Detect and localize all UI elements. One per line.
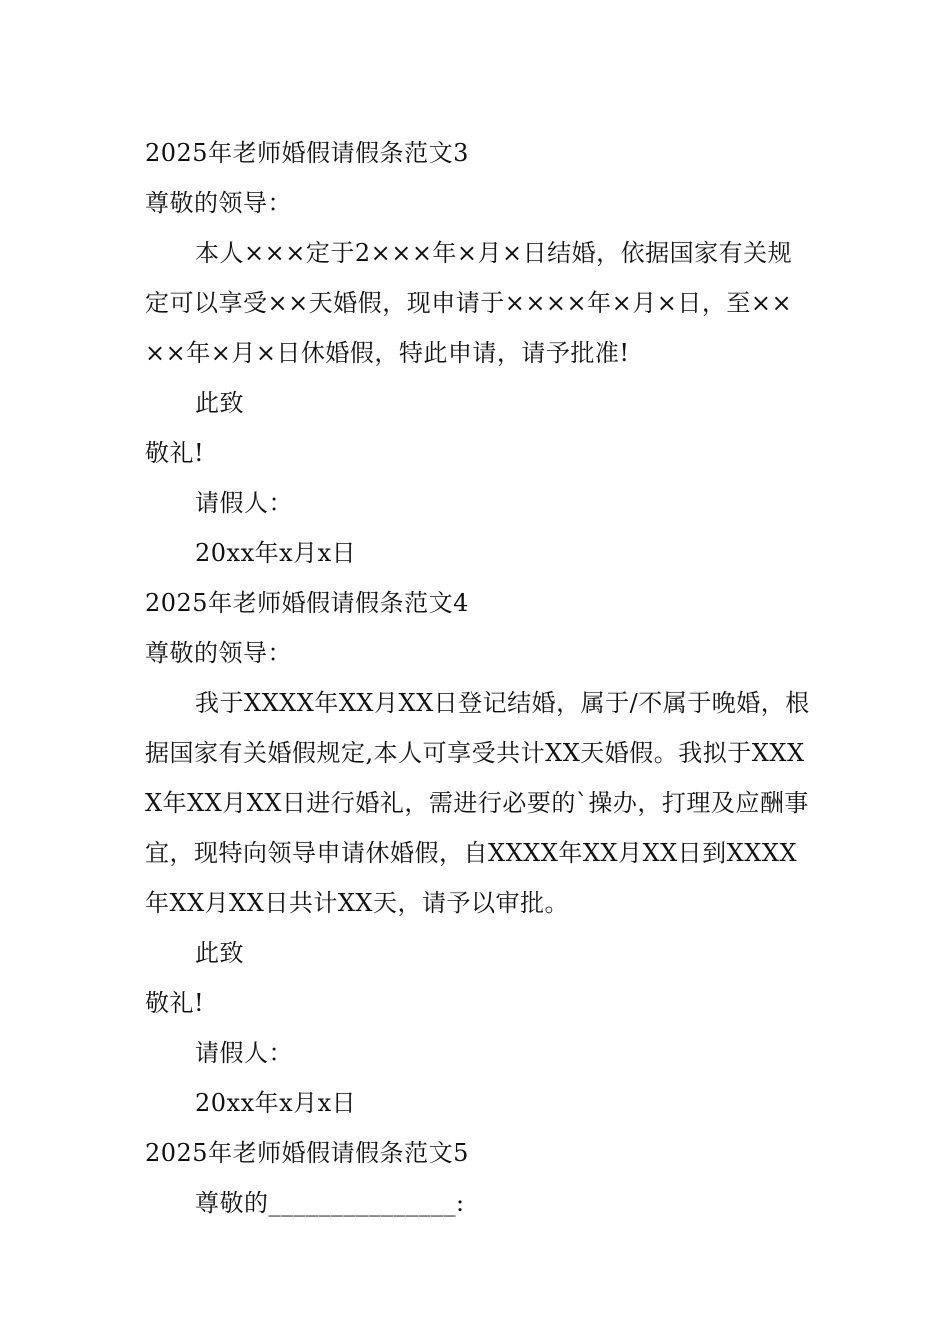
date-line: 20xx年x月x日 <box>195 539 357 567</box>
signer-label: 请假人： <box>195 1039 293 1067</box>
salutation: 尊敬的_______________: <box>195 1189 465 1217</box>
salutation: 尊敬的领导： <box>145 189 292 217</box>
date-line: 20xx年x月x日 <box>195 1089 357 1117</box>
closing-salute: 敬礼! <box>145 989 205 1017</box>
body-paragraph: 我于XXXX年XX月XX日登记结婚，属于/不属于晚婚，根据国家有关婚假规定,本人可享受共计XX天婚假。我拟于XXXX年XX月XX日进行婚礼，需进行必要的`操办，打理及应酬事宜，现特向领导申请休婚假，自XXXX年XX月XX日到XXXX年XX月XX日共计XX天，请予以审批。 <box>145 689 810 917</box>
closing-salute: 敬礼! <box>145 439 205 467</box>
signer-label: 请假人： <box>195 489 293 517</box>
closing-regards: 此致 <box>195 939 244 967</box>
salutation: 尊敬的领导： <box>145 639 292 667</box>
section-title: 2025年老师婚假请假条范文4 <box>145 589 469 617</box>
section-title: 2025年老师婚假请假条范文3 <box>145 139 469 167</box>
section-title: 2025年老师婚假请假条范文5 <box>145 1139 469 1167</box>
closing-regards: 此致 <box>195 389 244 417</box>
body-paragraph: 本人×××定于2×××年×月×日结婚，依据国家有关规定可以享受××天婚假，现申请于××××年×月×日，至××××年×月×日休婚假，特此申请，请予批准! <box>145 239 793 367</box>
document-body <box>145 128 810 1228</box>
